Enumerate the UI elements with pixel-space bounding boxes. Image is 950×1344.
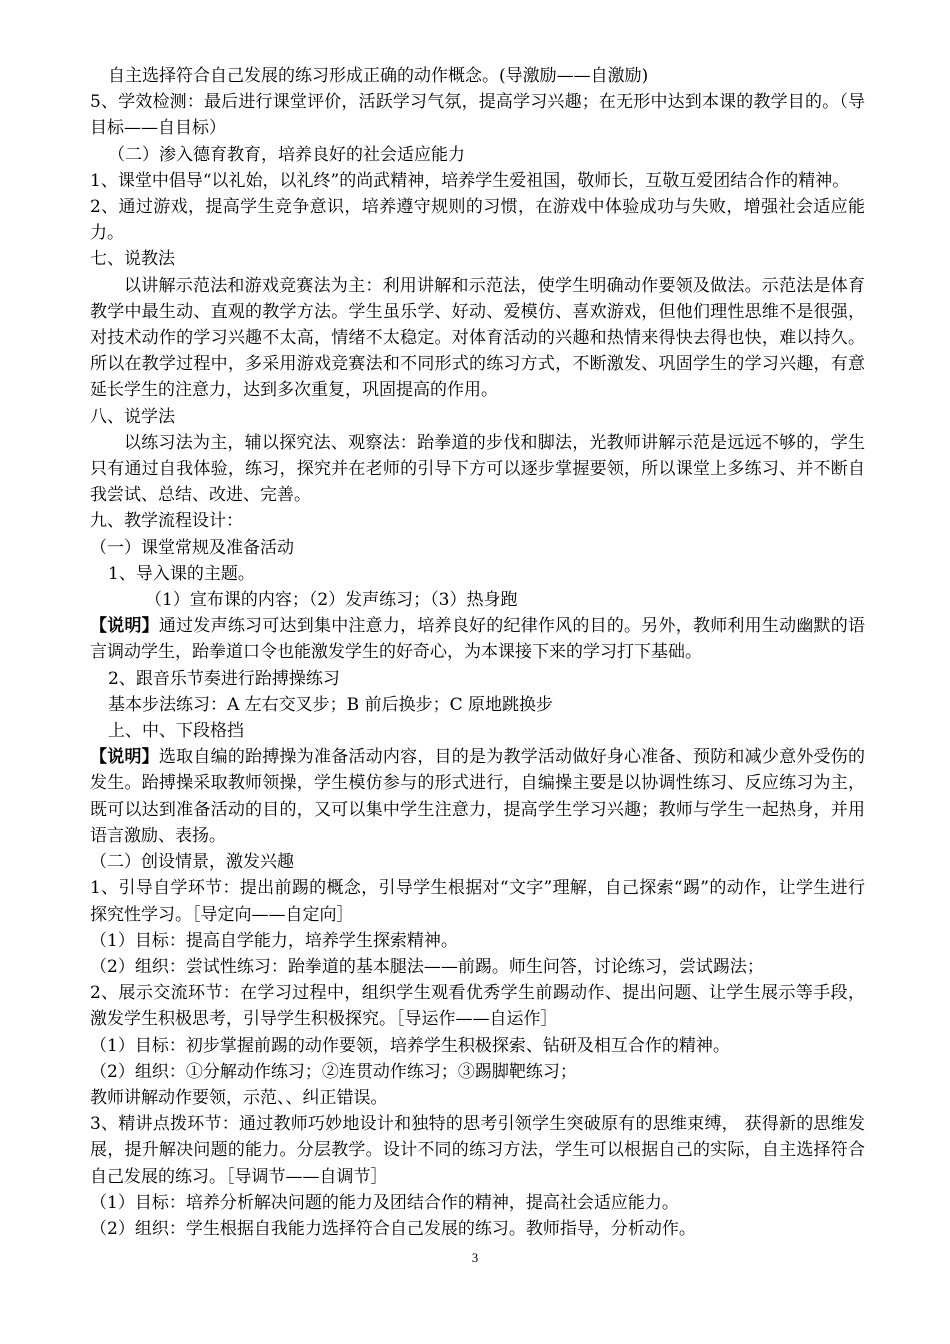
- paragraph: [90, 587, 865, 613]
- paragraph: [90, 718, 865, 744]
- paragraph-text: （2）组织：尝试性练习：跆拳道的基本腿法——前踢。师生问答，讨论练习，尝试踢法；: [90, 956, 764, 977]
- paragraph-text: 1、课堂中倡导“以礼始，以礼终”的尚武精神，培养学生爱祖国，敬师长，互敬互爱团结合作的精神。: [90, 170, 850, 191]
- paragraph-text: 九、教学流程设计：: [90, 511, 243, 532]
- paragraph: [90, 666, 865, 692]
- paragraph-text: 选取自编的跆搏操为准备活动内容，目的是为教学活动做好身心准备、预防和减少意外受伤的发生。跆搏操采取教师领操，学生模仿参与的形式进行，自编操主要是以协调性练习、反应练习为主，既可以达到准备活动的目的，又可以集中学生注意力，提高学生学习兴趣；教师与学生一起热身，并用语言激励、表扬。: [90, 747, 866, 846]
- paragraph-text: （1）宣布课的内容；（2）发声练习；（3）热身跑: [145, 590, 518, 611]
- paragraph: [90, 535, 865, 561]
- paragraph-text: 3、精讲点拨环节：通过教师巧妙地设计和独特的思考引领学生突破原有的思维束缚， 获得新的思维发展，提升解决问题的能力。分层教学。设计不同的练习方法，学生可以根据自己的实际，自主选择符合自己发展的练习。［导调节——自调节］: [90, 1114, 865, 1187]
- paragraph-text: 2、通过游戏，提高学生竞争意识，培养遵守规则的习惯，在游戏中体验成功与失败，增强社会适应能力。: [90, 197, 865, 244]
- paragraph: [90, 561, 865, 587]
- paragraph: [90, 1033, 865, 1059]
- paragraph-text: 1、引导自学环节：提出前踢的概念，引导学生根据对“文字”理解，自己探索“踢”的动作，让学生进行探究性学习。［导定向——自定向］: [90, 878, 865, 925]
- paragraph-text: （一）课堂常规及准备活动: [90, 537, 294, 558]
- paragraph: [90, 1111, 865, 1190]
- paragraph: [90, 980, 865, 1032]
- paragraph: [90, 194, 865, 246]
- page-number: 3: [471, 1250, 479, 1265]
- paragraph-text: （2）组织：①分解动作练习；②连贯动作练习；③踢脚靶练习；: [90, 1061, 577, 1082]
- paragraph-text: 七、说教法: [90, 249, 175, 270]
- note-label: 【说明】: [90, 616, 159, 637]
- paragraph: [90, 246, 865, 272]
- paragraph-text: 通过发声练习可达到集中注意力，培养良好的纪律作风的目的。另外，教师利用生动幽默的语言调动学生，跆拳道口令也能激发学生的好奇心，为本课接下来的学习打下基础。: [90, 616, 866, 663]
- note-label: 【说明】: [90, 747, 159, 768]
- paragraph: [90, 404, 865, 430]
- paragraph: [90, 89, 865, 141]
- paragraph-text: 2、跟音乐节奏进行跆搏操练习: [108, 668, 340, 689]
- paragraph: [90, 849, 865, 875]
- paragraph-text: 上、中、下段格挡: [108, 721, 244, 742]
- paragraph-text: 教师讲解动作要领，示范、、纠正错误。: [90, 1087, 388, 1108]
- paragraph: [90, 430, 865, 509]
- paragraph-text: （二）渗入德育教育，培养良好的社会适应能力: [108, 144, 465, 165]
- paragraph: [90, 692, 865, 718]
- paragraph: [90, 744, 865, 849]
- paragraph-text: （1）目标：提高自学能力，培养学生探索精神。: [90, 930, 458, 951]
- paragraph-text: 以讲解示范法和游戏竞赛法为主：利用讲解和示范法，使学生明确动作要领及做法。示范法是体育教学中最生动、直观的教学方法。学生虽乐学、好动、爱模仿、喜欢游戏，但他们理性思维不是很强，对技术动作的学习兴趣不太高，情绪不太稳定。对体育活动的兴趣和热情来得快去得也快，难以持久。所以在教学过程中，多采用游戏竞赛法和不同形式的练习方式，不断激发、巩固学生的学习兴趣，有意延长学生的注意力，达到多次重复，巩固提高的作用。: [90, 275, 865, 401]
- paragraph: [90, 142, 865, 168]
- paragraph-text: 基本步法练习：A 左右交叉步；B 前后换步；C 原地跳换步: [108, 694, 553, 715]
- paragraph-text: （二）创设情景，激发兴趣: [90, 852, 294, 873]
- paragraph-text: （2）组织：学生根据自我能力选择符合自己发展的练习。教师指导，分析动作。: [90, 1218, 696, 1239]
- paragraph: [90, 508, 865, 534]
- paragraph: [90, 1059, 865, 1085]
- paragraph-text: 1、导入课的主题。: [108, 563, 255, 584]
- paragraph: [90, 1216, 865, 1242]
- paragraph-text: 八、说学法: [90, 406, 175, 427]
- document-body: [90, 63, 865, 1242]
- paragraph: [90, 954, 865, 980]
- paragraph: [90, 928, 865, 954]
- paragraph-text: （1）目标：初步掌握前踢的动作要领，培养学生积极探索、钻研及相互合作的精神。: [90, 1035, 730, 1056]
- paragraph: [90, 168, 865, 194]
- paragraph-text: 2、展示交流环节：在学习过程中，组织学生观看优秀学生前踢动作、提出问题、让学生展示等手段，激发学生积极思考，引导学生积极探究。［导运作——自运作］: [90, 983, 865, 1030]
- paragraph: [90, 273, 865, 404]
- paragraph: [90, 1085, 865, 1111]
- paragraph-text: 以练习法为主，辅以探究法、观察法：跆拳道的步伐和脚法，光教师讲解示范是远远不够的，学生只有通过自我体验，练习，探究并在老师的引导下方可以逐步掌握要领，所以课堂上多练习、并不断自我尝试、总结、改进、完善。: [90, 432, 865, 506]
- paragraph: [90, 875, 865, 927]
- paragraph-text: （1）目标：培养分析解决问题的能力及团结合作的精神，提高社会适应能力。: [90, 1192, 679, 1213]
- paragraph-text: 5、学效检测：最后进行课堂评价，活跃学习气氛，提高学习兴趣；在无形中达到本课的教学目的。（导目标——自目标）: [90, 92, 865, 139]
- paragraph: [90, 1190, 865, 1216]
- paragraph-text: 自主选择符合自己发展的练习形成正确的动作概念。(导激励——自激励): [108, 66, 649, 86]
- paragraph: [90, 613, 865, 665]
- paragraph: [90, 63, 865, 89]
